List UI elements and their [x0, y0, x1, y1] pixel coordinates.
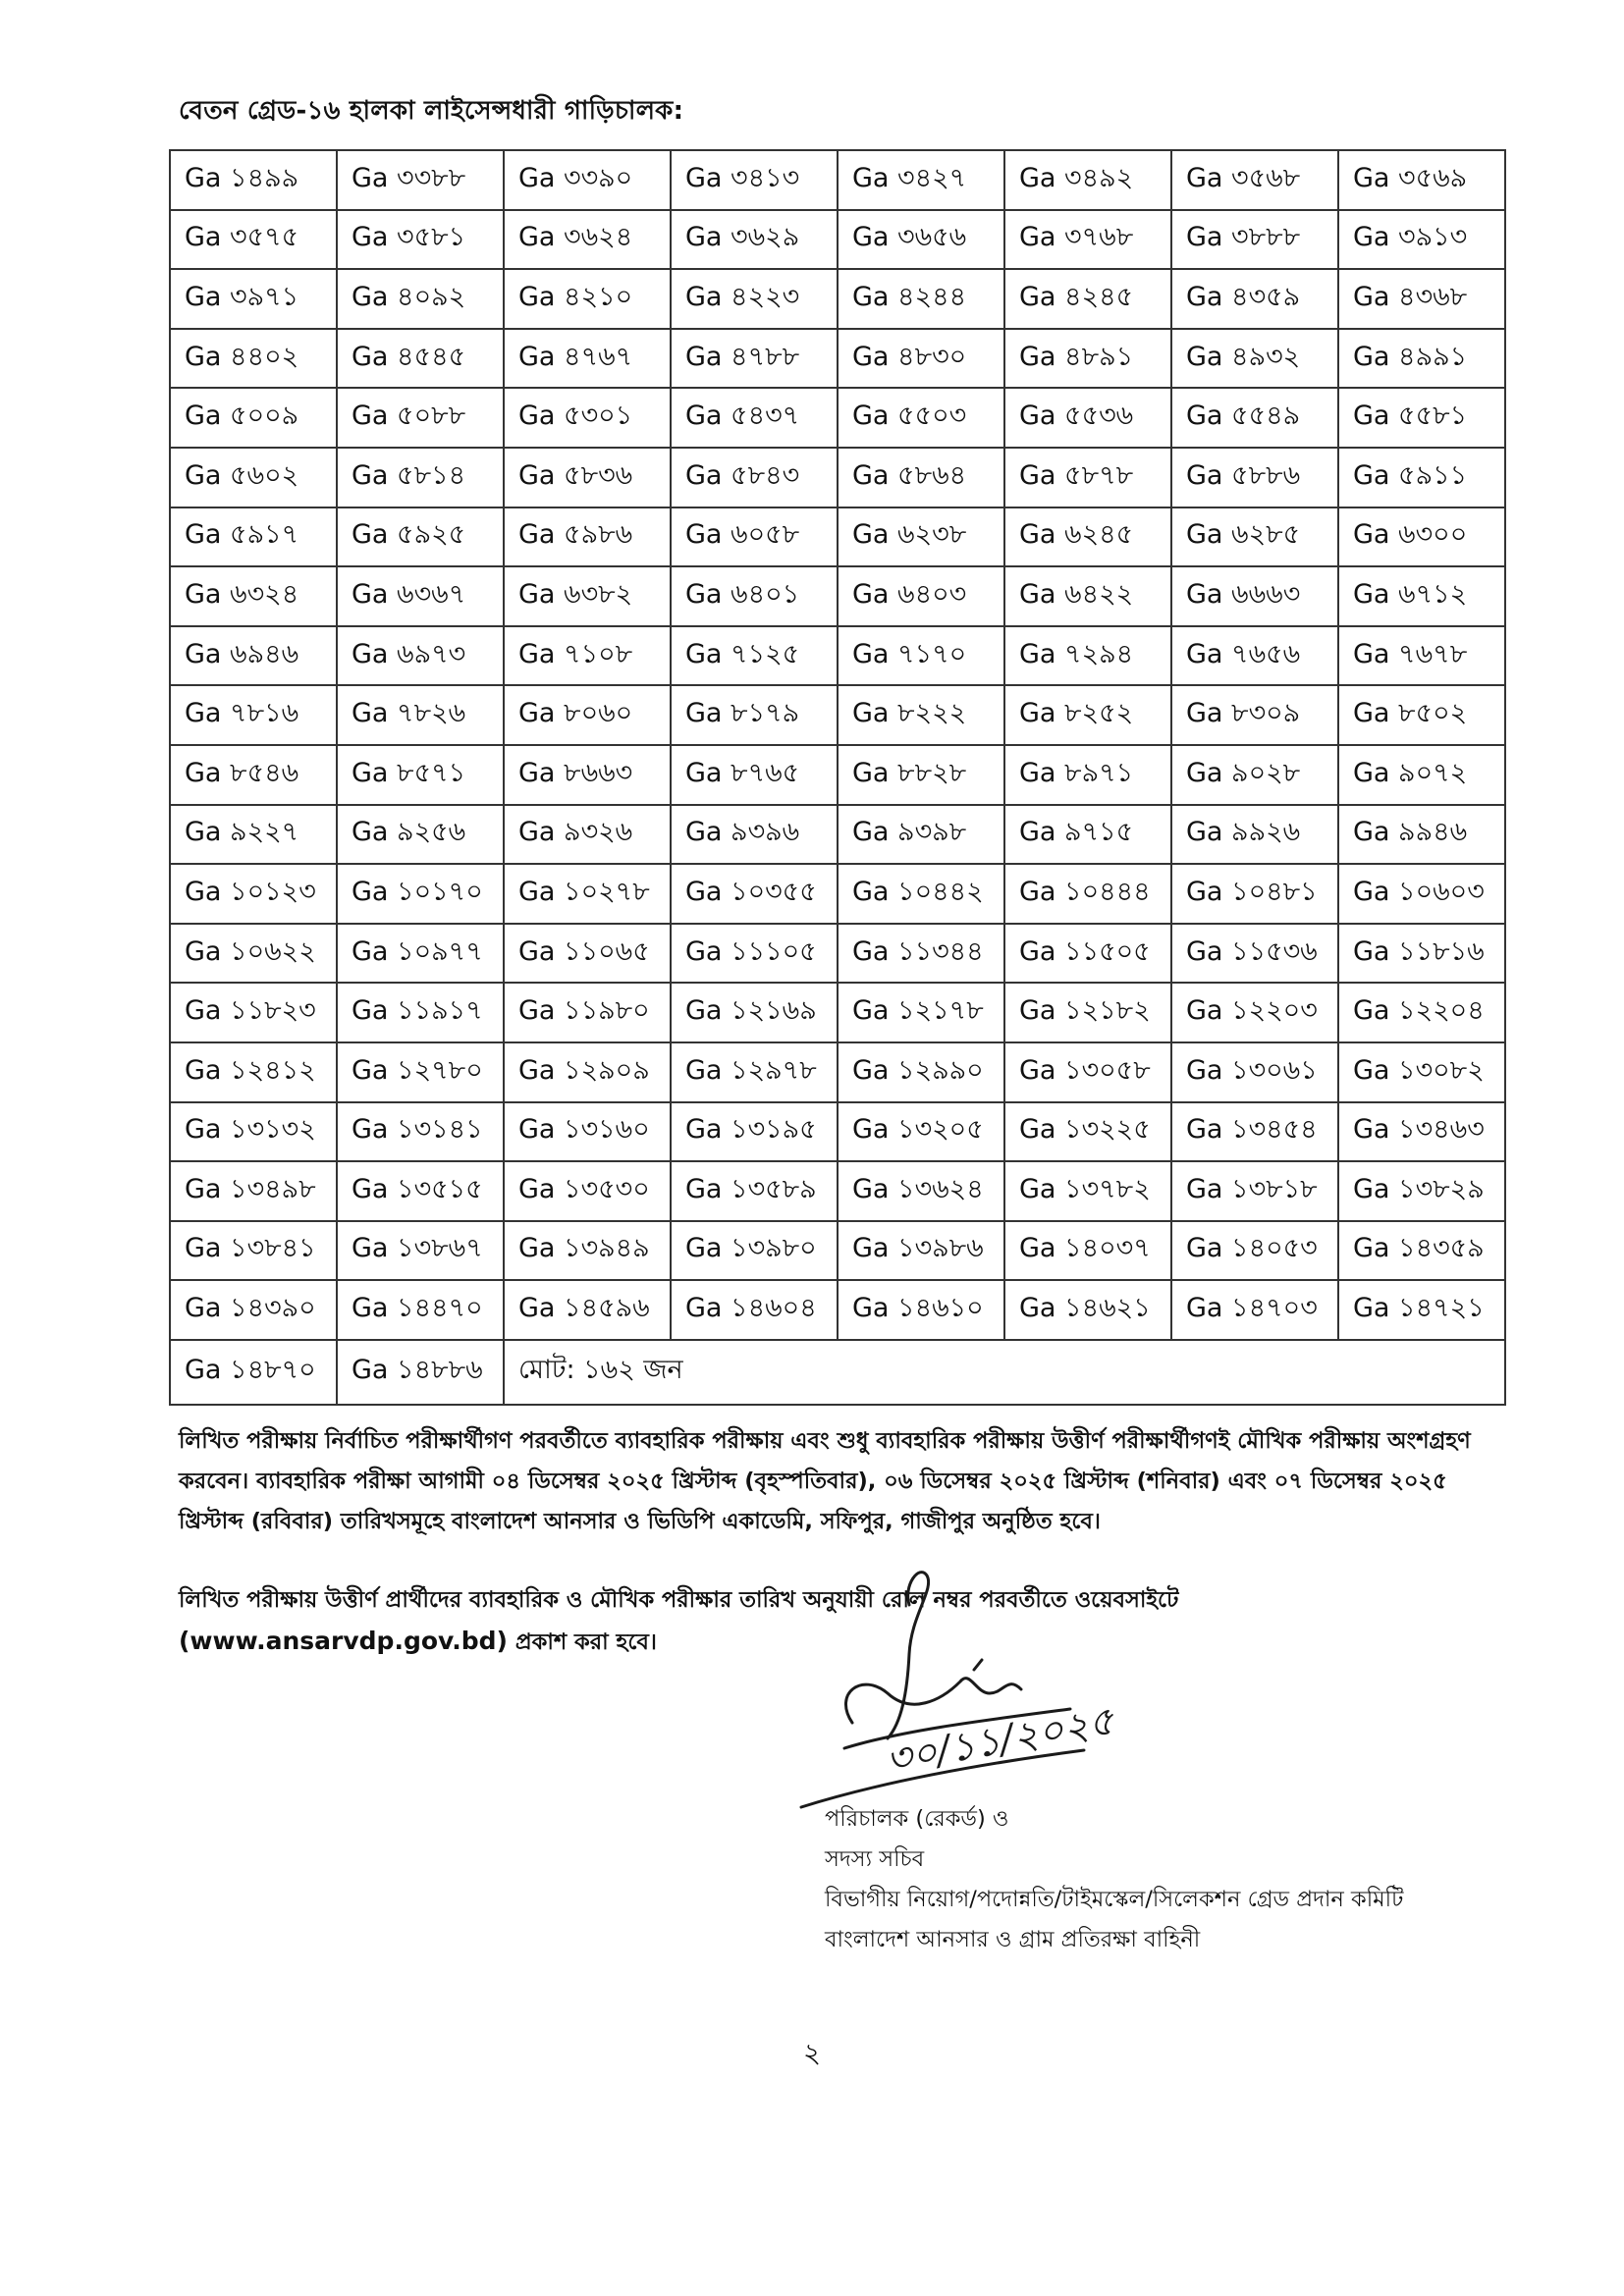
roll-cell: Ga ১৪৫৯৬: [504, 1280, 671, 1340]
roll-cell: Ga ১৪৬০৪: [671, 1280, 838, 1340]
roll-cell: Ga ১৪৯৯: [170, 150, 337, 210]
roll-cell: Ga ৮৫৪৬: [170, 745, 337, 805]
roll-cell: Ga ১২২০৩: [1171, 983, 1338, 1042]
handwritten-signature: [793, 1546, 1118, 1821]
roll-cell: Ga ১০৬০৩: [1338, 864, 1505, 924]
roll-cell: Ga ১৩৪৬৩: [1338, 1102, 1505, 1162]
roll-cell: Ga ৯২২৭: [170, 805, 337, 865]
roll-cell: Ga ৬০৫৮: [671, 507, 838, 567]
table-row: [170, 626, 1505, 686]
roll-cell: Ga ১২৪১২: [170, 1042, 337, 1102]
roll-cell: Ga ১৩৪৯৮: [170, 1161, 337, 1221]
roll-cell: Ga ৩৪৯২: [1004, 150, 1171, 210]
roll-cell: Ga ৬৪০১: [671, 566, 838, 626]
roll-cell: Ga ৯২৫৬: [337, 805, 504, 865]
roll-cell: Ga ১৩১৩২: [170, 1102, 337, 1162]
table-row: [170, 745, 1505, 805]
signatory-line-committee: বিভাগীয় নিয়োগ/পদোন্নতি/টাইমস্কেল/সিলেকশন গ্রেড প্রদান কমিটি: [825, 1887, 1404, 1912]
roll-cell: Ga ৪৫৪৫: [337, 329, 504, 389]
roll-cell: Ga ১০৬২২: [170, 924, 337, 984]
roll-cell: Ga ৫৮৩৬: [504, 448, 671, 507]
roll-cell: Ga ১২১৬৯: [671, 983, 838, 1042]
table-row: [170, 924, 1505, 984]
roll-cell: Ga ৫৫৩৬: [1004, 388, 1171, 448]
roll-cell: Ga ৩৬৫৬: [838, 210, 1004, 270]
roll-cell: Ga ৮৫৭১: [337, 745, 504, 805]
roll-cell: Ga ৩৮৮৮: [1171, 210, 1338, 270]
roll-cell: Ga ৭১০৮: [504, 626, 671, 686]
roll-table-body: [170, 150, 1505, 1405]
roll-cell: Ga ৯৯৪৬: [1338, 805, 1505, 865]
signatory-line-role: সদস্য সচিব: [825, 1846, 925, 1872]
roll-cell: Ga ৪২৪৪: [838, 269, 1004, 329]
roll-cell: Ga ৫৬০২: [170, 448, 337, 507]
roll-cell: Ga ৪৯৩২: [1171, 329, 1338, 389]
table-row-last: [170, 1340, 1505, 1405]
roll-cell: Ga ৫৫০৩: [838, 388, 1004, 448]
table-row: [170, 1042, 1505, 1102]
roll-cell: Ga ১৪৬২১: [1004, 1280, 1171, 1340]
roll-cell: Ga ১২৭৮০: [337, 1042, 504, 1102]
roll-cell: Ga ৫৯১১: [1338, 448, 1505, 507]
roll-cell: Ga ৭১৭০: [838, 626, 1004, 686]
roll-cell: Ga ৮১৭৯: [671, 685, 838, 745]
roll-cell: Ga ৪২৪৫: [1004, 269, 1171, 329]
roll-cell: Ga ৫৯২৫: [337, 507, 504, 567]
roll-cell: Ga ১৪৩৫৯: [1338, 1221, 1505, 1281]
roll-cell: Ga ৭৮২৬: [337, 685, 504, 745]
roll-cell: Ga ৮২৫২: [1004, 685, 1171, 745]
roll-cell: Ga ৯৯২৬: [1171, 805, 1338, 865]
roll-cell: Ga ৪৭৬৭: [504, 329, 671, 389]
roll-cell: Ga ১১৮২৩: [170, 983, 337, 1042]
roll-cell: Ga ১৩৭৮২: [1004, 1161, 1171, 1221]
roll-cell: Ga ৮৫০২: [1338, 685, 1505, 745]
roll-cell: Ga ৩৬২৯: [671, 210, 838, 270]
signatory-line-designation: পরিচালক (রেকর্ড) ও: [825, 1806, 1009, 1832]
section-heading: বেতন গ্রেড-১৬ হালকা লাইসেন্সধারী গাড়িচালক:: [179, 96, 684, 126]
roll-cell: Ga ৬৪২২: [1004, 566, 1171, 626]
roll-cell: Ga ৬৩০০: [1338, 507, 1505, 567]
roll-cell: Ga ৩৫৮১: [337, 210, 504, 270]
roll-cell: Ga ৬৯৭৩: [337, 626, 504, 686]
roll-cell: Ga ১৩৪৫৪: [1171, 1102, 1338, 1162]
roll-cell: Ga ৫০০৯: [170, 388, 337, 448]
roll-cell: Ga ৪২১০: [504, 269, 671, 329]
table-row: [170, 983, 1505, 1042]
roll-cell: Ga ১৩০৫৮: [1004, 1042, 1171, 1102]
table-row: [170, 805, 1505, 865]
table-row: [170, 150, 1505, 210]
roll-cell: Ga ৯০২৮: [1171, 745, 1338, 805]
roll-cell: Ga ৮২২২: [838, 685, 1004, 745]
roll-cell: Ga ১১১০৫: [671, 924, 838, 984]
roll-cell: Ga ১৩৯৪৯: [504, 1221, 671, 1281]
roll-cell: Ga ১২২০৪: [1338, 983, 1505, 1042]
roll-cell: Ga ৮৭৬৫: [671, 745, 838, 805]
roll-cell: Ga ১৪৭০৩: [1171, 1280, 1338, 1340]
roll-cell: Ga ১০৩৫৫: [671, 864, 838, 924]
roll-cell: Ga ১৩৯৮৬: [838, 1221, 1004, 1281]
roll-cell: Ga ৯৭১৫: [1004, 805, 1171, 865]
roll-cell: Ga ৫৫৪৯: [1171, 388, 1338, 448]
roll-cell: Ga ৪৮৯১: [1004, 329, 1171, 389]
roll-cell: Ga ৯৩৯৮: [838, 805, 1004, 865]
table-row: [170, 210, 1505, 270]
table-row: [170, 1221, 1505, 1281]
signatory-line-organization: বাংলাদেশ আনসার ও গ্রাম প্রতিরক্ষা বাহিনী: [825, 1927, 1201, 1952]
table-row: [170, 388, 1505, 448]
roll-cell: Ga ১৪৬১০: [838, 1280, 1004, 1340]
roll-cell: Ga ৫৮৭৮: [1004, 448, 1171, 507]
roll-cell: Ga ৭৬৭৮: [1338, 626, 1505, 686]
roll-cell: Ga ১০৪৪৪: [1004, 864, 1171, 924]
roll-cell: Ga ৩৯৭১: [170, 269, 337, 329]
roll-cell: Ga ৫৩০১: [504, 388, 671, 448]
roll-cell: Ga ৪০৯২: [337, 269, 504, 329]
roll-cell: Ga ১৩১৬০: [504, 1102, 671, 1162]
total-count-cell: মোট: ১৬২ জন: [504, 1340, 1505, 1405]
roll-cell: Ga ১৩২২৫: [1004, 1102, 1171, 1162]
roll-cell: Ga ৪৮৩০: [838, 329, 1004, 389]
roll-cell: Ga ১০৪৮১: [1171, 864, 1338, 924]
roll-cell: Ga ৮৩০৯: [1171, 685, 1338, 745]
roll-cell: Ga ৩৫৬৯: [1338, 150, 1505, 210]
roll-cell: Ga ১১৯৮০: [504, 983, 671, 1042]
roll-cell: Ga ১১৮১৬: [1338, 924, 1505, 984]
roll-cell: Ga ৮০৬০: [504, 685, 671, 745]
roll-cell: Ga ৭৮১৬: [170, 685, 337, 745]
roll-cell: Ga ৫৯১৭: [170, 507, 337, 567]
roll-cell: Ga ৩৯১৩: [1338, 210, 1505, 270]
roll-cell: Ga ৩৬২৪: [504, 210, 671, 270]
roll-cell: Ga ৪৪০২: [170, 329, 337, 389]
roll-cell: Ga ১৪৪৭০: [337, 1280, 504, 1340]
roll-cell: Ga ৬৩২৪: [170, 566, 337, 626]
roll-cell: Ga ১০২৭৮: [504, 864, 671, 924]
roll-cell: Ga ১৪০৩৭: [1004, 1221, 1171, 1281]
roll-cell: Ga ১৪৭২১: [1338, 1280, 1505, 1340]
roll-cell: Ga ১৪৩৯০: [170, 1280, 337, 1340]
roll-cell: Ga ১৩২০৫: [838, 1102, 1004, 1162]
table-row: [170, 1161, 1505, 1221]
roll-cell: Ga ৪২২৩: [671, 269, 838, 329]
table-row: [170, 507, 1505, 567]
roll-cell: Ga ৬৩৮২: [504, 566, 671, 626]
roll-cell: Ga ১৪০৫৩: [1171, 1221, 1338, 1281]
roll-cell: Ga ৬৭১২: [1338, 566, 1505, 626]
roll-cell: Ga ১১৯১৭: [337, 983, 504, 1042]
roll-cell: Ga ৩৩৮৮: [337, 150, 504, 210]
roll-cell: Ga ৫৮৪৩: [671, 448, 838, 507]
roll-cell: Ga ১০১২৩: [170, 864, 337, 924]
roll-cell: Ga ৪৯৯১: [1338, 329, 1505, 389]
roll-cell: Ga ১৩৮১৮: [1171, 1161, 1338, 1221]
signature-date: ৩০/১১/২০২৫: [882, 1698, 1118, 1784]
roll-cell: Ga ১০৯৭৭: [337, 924, 504, 984]
roll-cell: Ga ৩৪২৭: [838, 150, 1004, 210]
roll-cell: Ga ৫৮৬৪: [838, 448, 1004, 507]
roll-cell: Ga ১১৫৩৬: [1171, 924, 1338, 984]
signatory-block: [825, 1799, 1403, 1960]
table-row: [170, 329, 1505, 389]
roll-cell: Ga ১৩৬২৪: [838, 1161, 1004, 1221]
table-row: [170, 269, 1505, 329]
table-row: [170, 864, 1505, 924]
website-notice-tail: প্রকাশ করা হবে।: [514, 1629, 657, 1655]
roll-cell: Ga ৮৮২৮: [838, 745, 1004, 805]
roll-cell: Ga ১৩৯৮০: [671, 1221, 838, 1281]
roll-cell: Ga ৫০৮৮: [337, 388, 504, 448]
roll-cell: Ga ১১৫০৫: [1004, 924, 1171, 984]
roll-cell: Ga ১৩৫১৫: [337, 1161, 504, 1221]
roll-cell: Ga ৫৪৩৭: [671, 388, 838, 448]
page-number: ২: [802, 2037, 822, 2069]
roll-cell: Ga ১২৯৭৮: [671, 1042, 838, 1102]
roll-cell: Ga ১১০৬৫: [504, 924, 671, 984]
roll-cell: Ga ৩৩৯০: [504, 150, 671, 210]
roll-cell: Ga ৭৬৫৬: [1171, 626, 1338, 686]
roll-cell: Ga ৩৫৬৮: [1171, 150, 1338, 210]
roll-cell: Ga ১২৯০৯: [504, 1042, 671, 1102]
roll-cell: Ga ১২১৮২: [1004, 983, 1171, 1042]
roll-cell: Ga ৫৯৮৬: [504, 507, 671, 567]
roll-cell: Ga ১৩৫৮৯: [671, 1161, 838, 1221]
roll-cell: Ga ১৩১৯৫: [671, 1102, 838, 1162]
roll-cell: Ga ৮৬৬৩: [504, 745, 671, 805]
roll-cell: Ga ১৩৫৩০: [504, 1161, 671, 1221]
roll-cell: Ga ৬৯৪৬: [170, 626, 337, 686]
roll-cell: Ga ১৩১৪১: [337, 1102, 504, 1162]
roll-cell: Ga ১১৩৪৪: [838, 924, 1004, 984]
roll-cell: Ga ৬৩৬৭: [337, 566, 504, 626]
roll-cell: Ga ১৩০৮২: [1338, 1042, 1505, 1102]
roll-cell: Ga ১৩৮২৯: [1338, 1161, 1505, 1221]
roll-cell: Ga ১৩৮৬৭: [337, 1221, 504, 1281]
table-row: [170, 1102, 1505, 1162]
roll-cell: Ga ১২১৭৮: [838, 983, 1004, 1042]
roll-cell: Ga ৮৯৭১: [1004, 745, 1171, 805]
table-row: [170, 448, 1505, 507]
roll-cell: Ga ৬৬৬৩: [1171, 566, 1338, 626]
roll-cell: Ga ৫৮৮৬: [1171, 448, 1338, 507]
roll-cell: Ga ৯৩৯৬: [671, 805, 838, 865]
roll-cell: Ga ৪৩৬৮: [1338, 269, 1505, 329]
roll-cell: Ga ৪৭৮৮: [671, 329, 838, 389]
table-row: [170, 566, 1505, 626]
roll-number-table: [169, 149, 1506, 1406]
roll-cell: Ga ১০৪৪২: [838, 864, 1004, 924]
roll-cell: Ga ১০১৭০: [337, 864, 504, 924]
roll-cell: Ga ৭২৯৪: [1004, 626, 1171, 686]
roll-cell: Ga ৩৫৭৫: [170, 210, 337, 270]
roll-cell: Ga ৯০৭২: [1338, 745, 1505, 805]
roll-cell: Ga ৬২৪৫: [1004, 507, 1171, 567]
roll-cell: Ga ৫৫৮১: [1338, 388, 1505, 448]
roll-cell: Ga ৬২৮৫: [1171, 507, 1338, 567]
roll-cell: Ga ৩৭৬৮: [1004, 210, 1171, 270]
roll-cell: Ga ৭১২৫: [671, 626, 838, 686]
roll-cell: Ga ১৪৮৮৬: [337, 1340, 504, 1405]
roll-cell: Ga ৬৪০৩: [838, 566, 1004, 626]
roll-cell: Ga ৬২৩৮: [838, 507, 1004, 567]
roll-cell: Ga ১২৯৯০: [838, 1042, 1004, 1102]
exam-notice-paragraph: লিখিত পরীক্ষায় নির্বাচিত পরীক্ষার্থীগণ পরবর্তীতে ব্যাবহারিক পরীক্ষায় এবং শুধু ব্যাবহারিক পরীক্ষায় উত্তীর্ণ পরীক্ষার্থীগণই মৌখিক পরীক্ষায় অংশগ্রহণ করবেন। ব্যাবহারিক পরীক্ষা আগামী ০৪ ডিসেম্বর ২০২৫ খ্রিস্টাব্দ (বৃহস্পতিবার), ০৬ ডিসেম্বর ২০২৫ খ্রিস্টাব্দ (শনিবার) এবং ০৭ ডিসেম্বর ২০২৫ খ্রিস্টাব্দ (রবিবার) তারিখসমূহে বাংলাদেশ আনসার ও ভিডিপি একাডেমি, সফিপুর, গাজীপুর অনুষ্ঠিত হবে।: [179, 1428, 1471, 1534]
table-row: [170, 1280, 1505, 1340]
roll-cell: Ga ১৪৮৭০: [170, 1340, 337, 1405]
website-notice-text: লিখিত পরীক্ষায় উত্তীর্ণ প্রার্থীদের ব্যাবহারিক ও মৌখিক পরীক্ষার তারিখ অনুযায়ী রোল নম্বর পরবর্তীতে ওয়েবসাইটে: [179, 1587, 1179, 1613]
roll-cell: Ga ৯৩২৬: [504, 805, 671, 865]
roll-cell: Ga ৫৮১৪: [337, 448, 504, 507]
table-row: [170, 685, 1505, 745]
roll-cell: Ga ৩৪১৩: [671, 150, 838, 210]
roll-cell: Ga ১৩০৬১: [1171, 1042, 1338, 1102]
roll-cell: Ga ৪৩৫৯: [1171, 269, 1338, 329]
roll-cell: Ga ১৩৮৪১: [170, 1221, 337, 1281]
website-url: (www.ansarvdp.gov.bd): [179, 1627, 508, 1655]
